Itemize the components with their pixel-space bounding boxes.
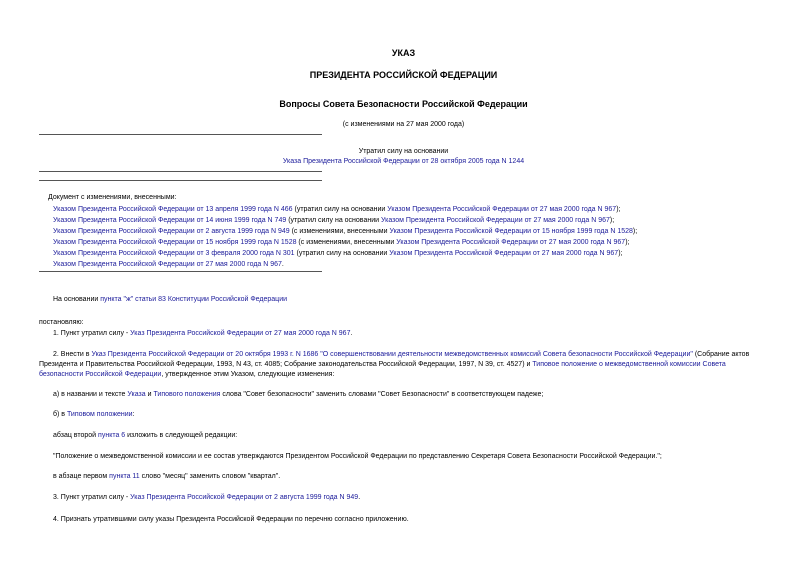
pa-text: а) в названии и тексте [53,391,128,398]
change-item-link[interactable]: Указом Президента Российской Федерации от 27 мая 2000 года N 967 [53,261,282,268]
change-item-text: ); [609,217,615,224]
basis-paragraph [53,295,287,305]
pb-end: : [132,411,135,418]
pb-text: б) в [53,411,67,418]
p2-text: 2. Внести в [53,351,92,358]
pb2-text: абзац второй [53,432,99,439]
change-item-basis-link[interactable]: Указом Президента Российской Федерации от 27 мая 2000 года N 967 [396,239,626,246]
subparagraph-a [53,390,543,400]
p2-mid: (Собрание актов Президента и Правительства Российской Федерации, 1993, N 43, ст. 4085; Собрание законодательства Российской Федерации, 1997, N 39, ст. 4527) и [39,351,750,368]
change-item-text: (с изменениями, внесенными [289,228,390,235]
paragraph-2 [39,350,771,380]
basis-text: На основании [53,296,101,303]
pb2-link[interactable]: пункта 6 [98,432,126,439]
change-item-text: (утратил силу на основании [294,250,390,257]
change-item [53,205,620,215]
issuer: ПРЕЗИДЕНТА РОССИЙСКОЙ ФЕДЕРАЦИИ [309,70,498,80]
divider [39,271,322,272]
change-item [53,216,614,226]
pfirst-end: слово "месяц" заменить словом "квартал". [139,473,281,480]
change-item-basis-link[interactable]: Указом Президента Российской Федерации от 27 мая 2000 года N 967 [380,217,610,224]
doc-title: Вопросы Совета Безопасности Российской Федерации [279,99,528,109]
p1-link[interactable]: Указ Президента Российской Федерации от 27 мая 2000 года N 967 [130,330,351,337]
change-item-basis-link[interactable]: Указом Президента Российской Федерации от 27 мая 2000 года N 967 [387,206,617,213]
change-item-text: ); [625,239,630,246]
change-item-text: ); [616,206,621,213]
p2-link-decree[interactable]: Указ Президента Российской Федерации от 20 октября 1993 г. N 1686 "О совершенствовании деятельности межведомственных комиссий Совета безопасности Российской Федерации" [91,351,693,358]
p2-end: , утвержденное этим Указом, следующие изменения: [161,371,335,378]
divider [39,180,322,181]
change-item-text: ); [632,228,638,235]
lost-force-link[interactable]: Указа Президента Российской Федерации от 28 октября 2005 года N 1244 [282,158,525,165]
change-item-text: (утратил силу на основании [292,206,388,213]
change-item [53,227,637,237]
quoted-text: "Положение о межведомственной комиссии и ее состав утверждаются Президентом Российской Федерации по представлению Секретаря Совета Безопасности Российской Федерации."; [53,453,662,460]
pb2-end: изложить в следующей редакции: [125,432,238,439]
divider [39,134,322,135]
change-item-link[interactable]: Указом Президента Российской Федерации от 14 июня 1999 года N 749 [53,217,287,224]
p3-text: 3. Пункт утратил силу - [53,494,131,501]
p3-link[interactable]: Указ Президента Российской Федерации от 2 августа 1999 года N 949 [130,494,359,501]
subparagraph-b [53,410,135,420]
p3-end: . [358,494,361,501]
change-item-link[interactable]: Указом Президента Российской Федерации от 3 февраля 2000 года N 301 [53,250,295,257]
paragraph-4: 4. Признать утратившими силу указы Президента Российской Федерации по перечню согласно приложению. [53,516,409,523]
change-item [53,249,622,259]
pa-link-regulation[interactable]: Типового положения [153,391,221,398]
change-item [53,238,629,248]
change-item-text: (утратил силу на основании [286,217,381,224]
pa-mid: и [145,391,154,398]
change-item-link[interactable]: Указом Президента Российской Федерации от 13 апреля 1999 года N 466 [53,206,293,213]
pb-link[interactable]: Типовом положении [66,411,133,418]
decree-word: постановляю: [39,319,84,326]
change-item-link[interactable]: Указом Президента Российской Федерации от 15 ноября 1999 года N 1528 [53,239,297,246]
change-item-link[interactable]: Указом Президента Российской Федерации от 2 августа 1999 года N 949 [53,228,290,235]
lost-force-text: Утратил силу на основании [358,148,449,155]
changes-intro: Документ с изменениями, внесенными: [48,194,177,201]
paragraph-3 [53,493,360,503]
change-item-text: ); [618,250,623,257]
change-item-basis-link[interactable]: Указом Президента Российской Федерации от 15 ноября 1999 года N 1528 [389,228,633,235]
pfirst-link[interactable]: пункта 11 [109,473,140,480]
paragraph-1 [53,329,352,339]
pfirst-text: в абзаце первом [53,473,110,480]
change-item-basis-link[interactable]: Указом Президента Российской Федерации от 27 мая 2000 года N 967 [389,250,619,257]
subparagraph-b-item [53,431,237,441]
pa-link-decree[interactable]: Указа [127,391,146,398]
p1-text: 1. Пункт утратил силу - [53,330,131,337]
change-item-text: (с изменениями, внесенными [296,239,397,246]
change-item-text: . [281,261,284,268]
p2-link-regulation[interactable]: Типовое положение о межведомственной комиссии Совета безопасности Российской Федерации [39,361,726,378]
doc-type: УКАЗ [391,48,416,58]
basis-link[interactable]: пункта "ж" статьи 83 Конституции Российской Федерации [100,296,288,303]
p1-end: . [350,330,353,337]
pa-end: слова "Совет безопасности" заменить словами "Совет Безопасности" в соответствующем падеже; [220,391,544,398]
subparagraph-first [53,472,280,482]
amended-note: (с изменениями на 27 мая 2000 года) [342,121,465,128]
change-item [53,260,284,270]
lost-force-line [0,157,807,167]
divider [39,171,322,172]
